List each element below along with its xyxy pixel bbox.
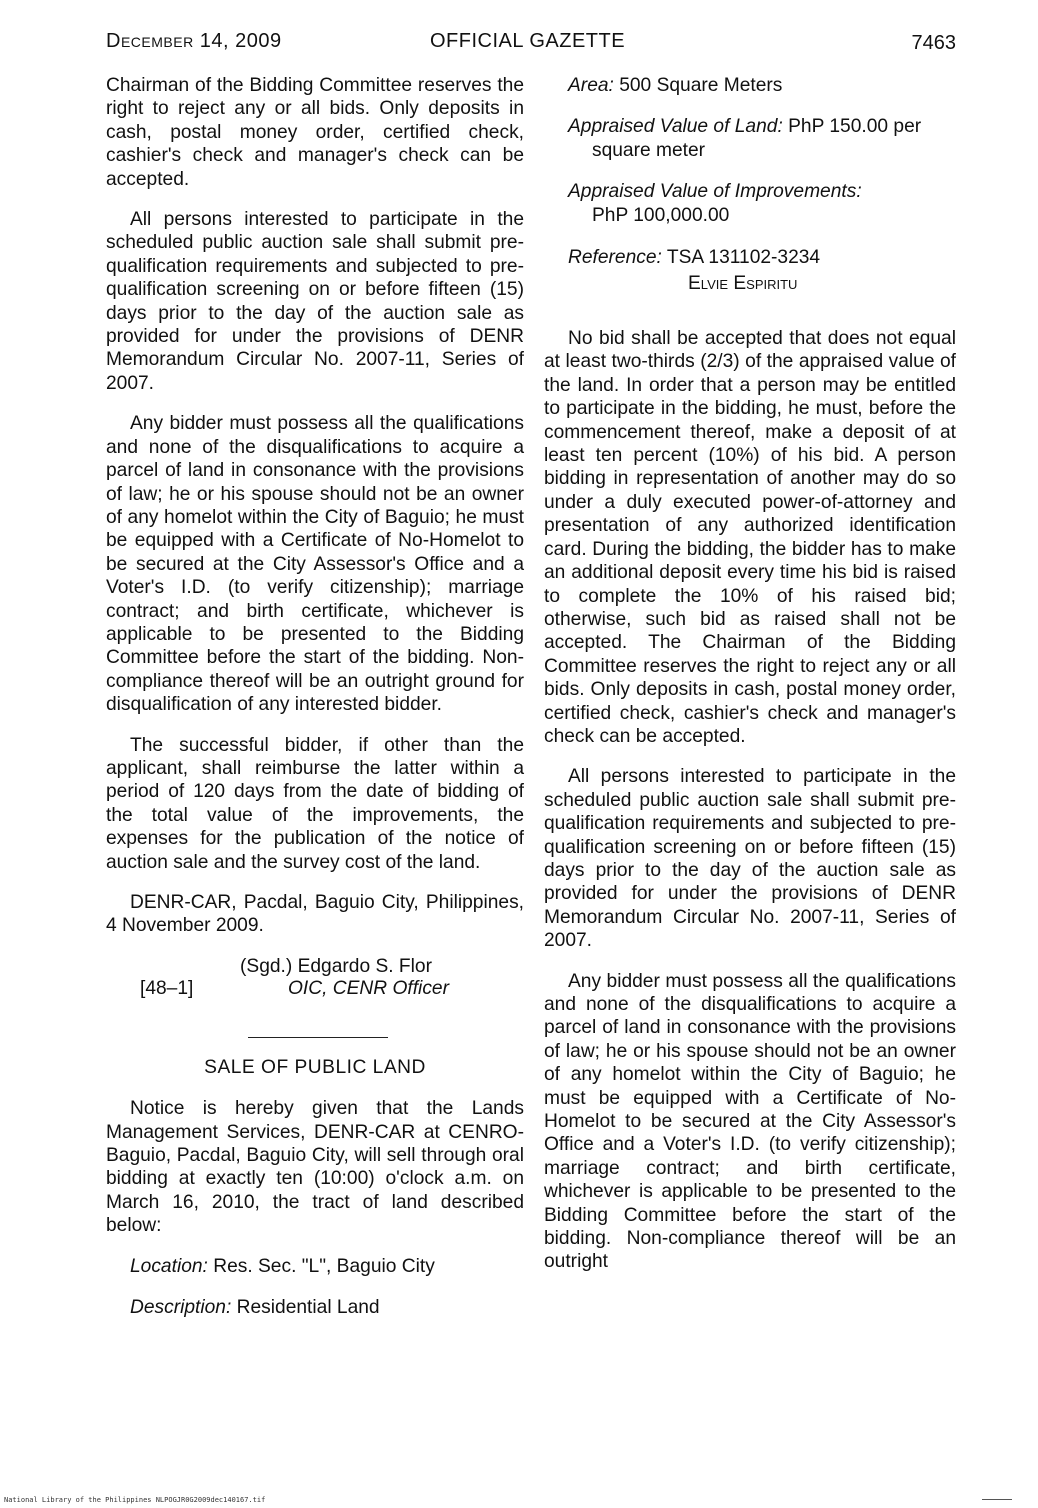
area-label: Area: (568, 75, 614, 96)
header-date: December 14, 2009 (106, 30, 282, 52)
section-title: SALE OF PUBLIC LAND (204, 1056, 426, 1078)
left-column (106, 74, 524, 1337)
field-location (106, 1255, 524, 1278)
reference-value: TSA 131102-3234 (666, 247, 821, 269)
paragraph-notice: Notice is hereby given that the Lands Management Services, DENR-CAR at CENRO-Baguio, Pacdal, Baguio City, will sell through oral bidding at exactly ten (10:00) o'clock a.m. on March 16, 2010, the tract of land described below: (106, 1098, 524, 1237)
field-description (106, 1296, 524, 1319)
paragraph-prequalification-2: All persons interested to participate in the scheduled public auction sale shall submit pre-qualification requirements and subjected to pre-qualification screening on or before fifteen (15) days prior to the day of the auction sale as provided for under the provisions of DENR Memorandum Circular No. 2007-11, Series of 2007. (544, 766, 956, 952)
field-appraised-land (544, 115, 956, 162)
description-value: Residential Land (236, 1297, 380, 1319)
signatory-title: OIC, CENR Officer (288, 977, 449, 999)
area-value: 500 Square Meters (619, 75, 783, 96)
appraised-improvements-label: Appraised Value of Improvements: (568, 181, 862, 203)
appraised-land-label: Appraised Value of Land: (568, 116, 783, 138)
right-column (544, 74, 956, 1291)
publication-reference: [48–1] (140, 977, 194, 999)
paragraph-bidder-qualifications-2: Any bidder must possess all the qualifications and none of the disqualifications to acquire a parcel of land in consonance with the provisions of law; he or his spouse should not be an owner of any homelot within the City of Baguio; he must be equipped with a Certificate of No-Homelot to be secured at the City Assessor's Office and a Voter's I.D. (to verify citizenship); marriage contract; and birth certificate, whichever is applicable to be presented to the Bidding Committee before the start of the bidding. Non-compliance thereof will be an outright (544, 970, 956, 1273)
page-number: 7463 (911, 32, 956, 54)
appraised-land-value: PhP 150.00 per square meter (592, 116, 922, 161)
paragraph-bidder-qualifications: Any bidder must possess all the qualifications and none of the disqualifications to acquire a parcel of land in consonance with the provisions of law; he or his spouse should not be an owner of any homelot within the City of Baguio; he must be equipped with a Certificate of No-Homelot to be secured at the City Assessor's Office and a Voter's I.D. (to verify citizenship); marriage contract; and birth certificate, whichever is applicable to be presented to the Bidding Committee before the start of the bidding. Non-compliance thereof will be an outright ground for disqualification of any interested bidder. (106, 413, 524, 716)
section-divider (248, 1037, 388, 1038)
page-header (106, 30, 956, 60)
paragraph-bid-deposit: No bid shall be accepted that does not equal at least two-thirds (2/3) of the appraised value of the land. In order that a person may be entitled to participate in the bidding, he must, before the commencement thereof, make a deposit of at least ten percent (10%) of his bid. A person bidding in representation of another may do so under a duly executed power-of-attorney and presentation of any authorized identification card. During the bidding, the bidder has to make an additional deposit every time his bid is raised to complete the 10% of his raised bid; otherwise, such bid as raised shall not be accepted. The Chairman of the Bidding Committee reserves the right to reject any or all bids. Only deposits in cash, postal money order, certified check, cashier's check and manager's check can be accepted. (544, 328, 956, 747)
reference-label: Reference: (568, 247, 662, 269)
signatory-name: (Sgd.) Edgardo S. Flor (240, 955, 432, 977)
reference-name: Elvie Espiritu (688, 273, 798, 295)
header-title: OFFICIAL GAZETTE (430, 30, 626, 52)
scan-source-note: National Library of the Philippines NLPOGJR0G2009dec140167.tif (4, 1496, 266, 1504)
paragraph-prequalification: All persons interested to participate in the scheduled public auction sale shall submit pre-qualification requirements and subjected to pre-qualification screening on or before fifteen (15) days prior to the day of the auction sale as provided for under the provisions of DENR Memorandum Circular No. 2007-11, Series of 2007. (106, 209, 524, 394)
appraised-improvements-value: PhP 100,000.00 (592, 204, 730, 226)
field-appraised-improvements (544, 180, 956, 227)
description-label: Description: (130, 1297, 232, 1319)
paragraph-bids-reservation: Chairman of the Bidding Committee reserves the right to reject any or all bids. Only deposits in cash, postal money order, certified check, cashier's check and manager's check can be accepted. (106, 75, 524, 190)
field-area (544, 74, 956, 97)
location-label: Location: (130, 1255, 208, 1277)
field-reference (568, 245, 956, 297)
paragraph-reimbursement: The successful bidder, if other than the applicant, shall reimburse the latter within a period of 120 days from the date of bidding of the total value of the improvements, the expenses for the publication of the notice of auction sale and the survey cost of the land. (106, 734, 524, 873)
signature-block (106, 955, 524, 1011)
location-value: Res. Sec. "L", Baguio City (213, 1255, 435, 1277)
paragraph-place-date: DENR-CAR, Pacdal, Baguio City, Philippines, 4 November 2009. (106, 892, 524, 937)
footer-mark (982, 1499, 1012, 1500)
